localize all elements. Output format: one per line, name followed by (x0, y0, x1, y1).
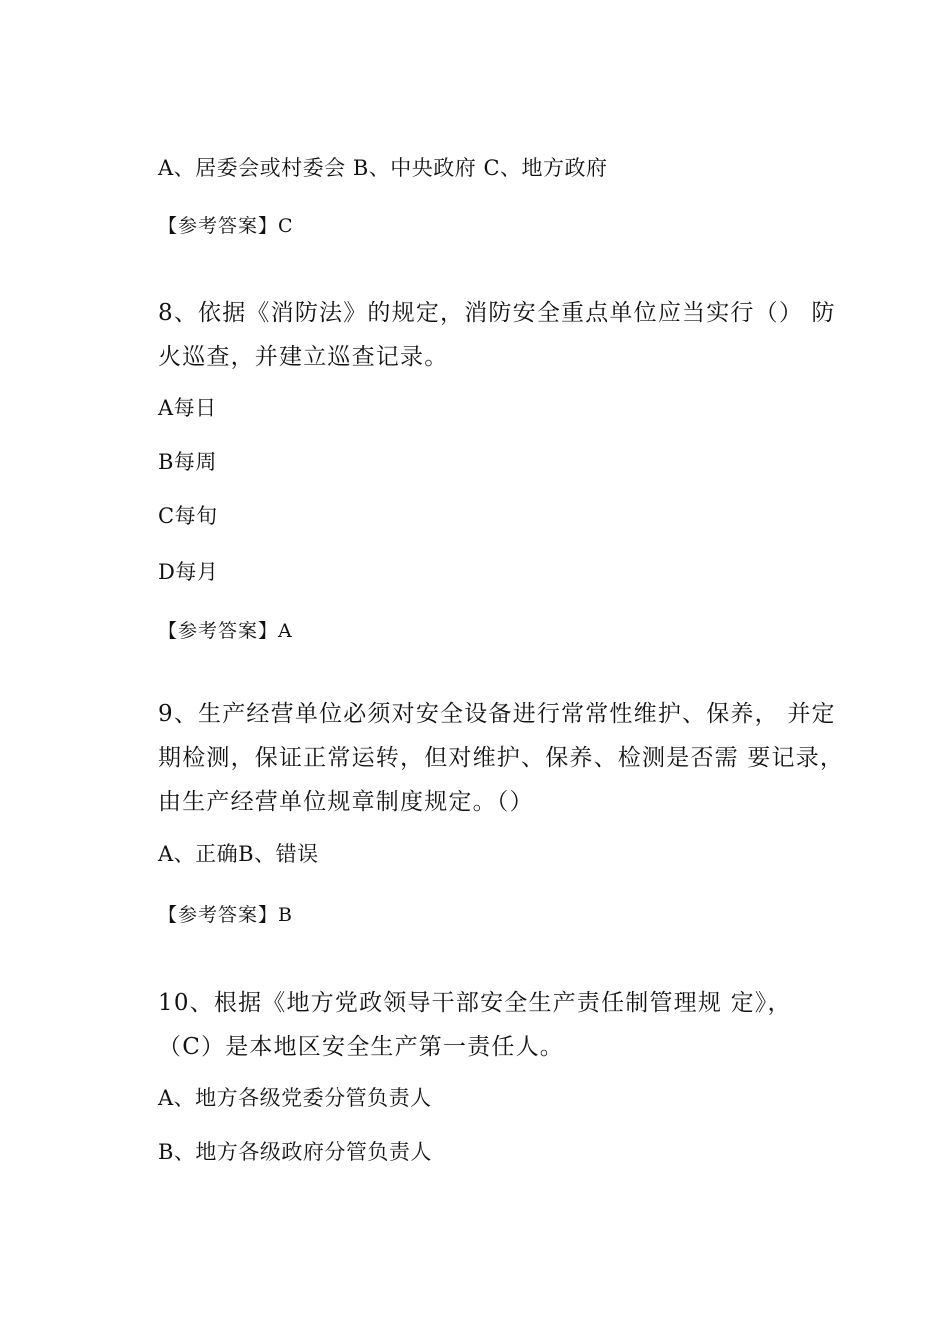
q10-option-a: A、地方各级党委分管负责人 (158, 1086, 432, 1110)
q9-text-line3: 由生产经营单位规章制度规定。（） (158, 789, 534, 815)
q8-text-line1: 8、依据《消防法》的规定，消防安全重点单位应当实行（） 防 (158, 300, 836, 326)
q8-option-d: D每月 (158, 560, 219, 584)
q10-option-b: B、地方各级政府分管负责人 (158, 1140, 432, 1164)
q7-options: A、居委会或村委会 B、中央政府 C、地方政府 (158, 156, 608, 180)
q9-text-line1: 9、生产经营单位必须对安全设备进行常常性维护、保养， 并定 (158, 701, 836, 727)
q8-option-b: B每周 (158, 450, 217, 474)
q10-text-line2: （C）是本地区安全生产第一责任人。 (158, 1034, 564, 1060)
q9-options: A、正确B、错误 (158, 842, 319, 866)
q8-option-a: A每日 (158, 396, 217, 420)
q8-text-line2: 火巡查，并建立巡查记录。 (158, 344, 449, 370)
q7-answer: 【参考答案】C (158, 215, 294, 237)
q8-answer: 【参考答案】A (158, 620, 293, 642)
q8-option-c: C每旬 (158, 504, 218, 528)
q9-text-line2: 期检测，保证正常运转，但对维护、保养、检测是否需 要记录， (158, 745, 845, 771)
q10-text-line1: 10、根据《地方党政领导干部安全生产责任制管理规 定》， (158, 990, 792, 1016)
q9-answer: 【参考答案】B (158, 904, 293, 926)
